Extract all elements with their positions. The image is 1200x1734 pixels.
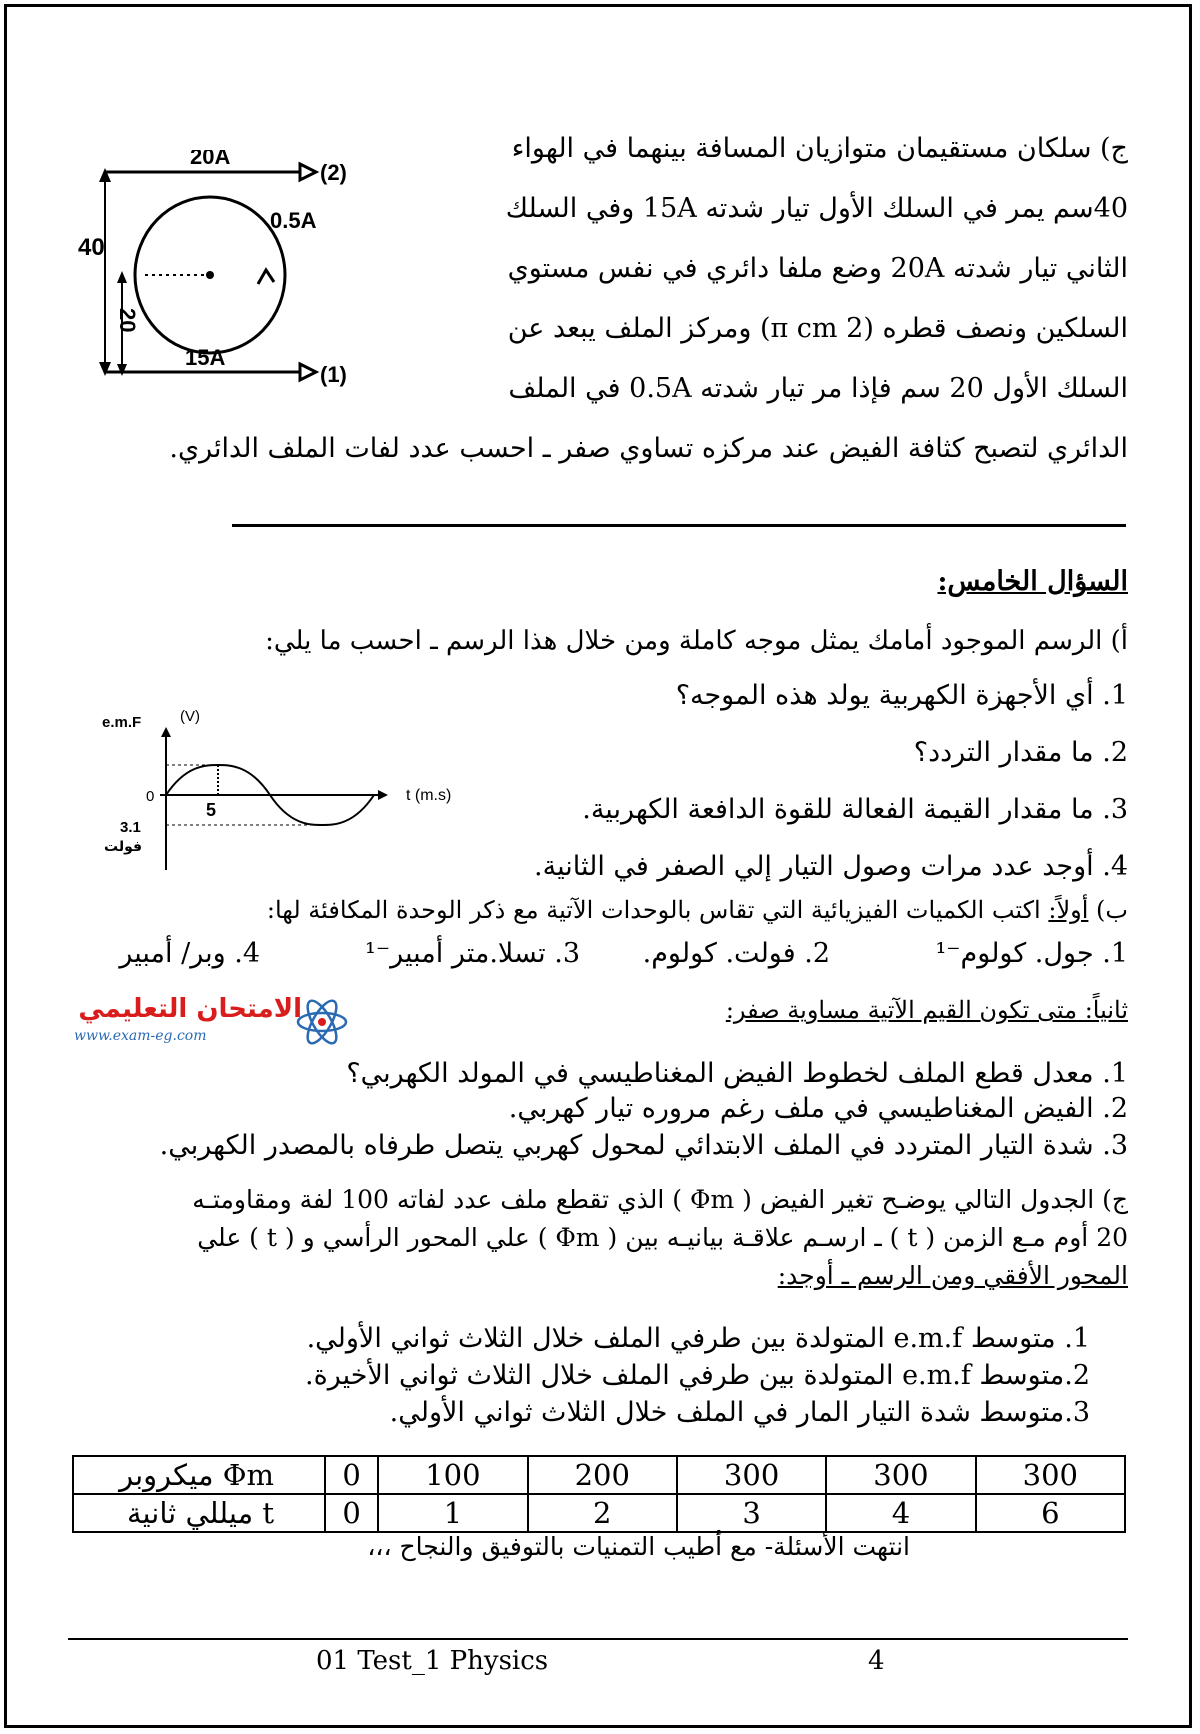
wave-y-unit: (V) [180,708,200,725]
table-cell: 200 [528,1456,677,1494]
table-row-label: t ميللي ثانية [73,1494,325,1532]
wire1-label: (1) [320,362,347,387]
logo-url: www.exam-eg.com [74,1028,207,1044]
q5-part-c-line-2: 20 أوم مـع الزمن ( t ) ـ ارسـم علاقـة بيانيـه بين ( Φm ) علي المحور الرأسي و ( t ) علي [197,1223,1128,1252]
q5-second-item-3: 3. شدة التيار المتردد في الملف الابتدائي لمحول كهربي يتصل طرفاه بالمصدر الكهربي. [159,1130,1128,1161]
table-cell: 3 [677,1494,826,1532]
wave-amp-unit: فولت [104,839,143,855]
flux-time-table [72,1455,1126,1533]
q5-part-c-item-3: 3.متوسط شدة التيار المار في الملف خلال الثلاث ثواني الأولي. [389,1397,1090,1428]
coil-line-3: الثاني تيار شدته 20A وضع ملفا دائري في نفس مستوي [507,253,1128,284]
footer-divider [68,1638,1128,1640]
dist-total-label: 40 [78,234,105,261]
wave-origin: 0 [146,788,155,805]
table-cell: 300 [826,1456,975,1494]
section-divider [232,524,1126,527]
wire1-current: 15A [185,345,226,370]
q5-part-b-second: ثانياً: متى تكون القيم الآتية مساوية صفر: [725,996,1128,1024]
table-cell: 300 [677,1456,826,1494]
coil-line-1: ج) سلكان مستقيمان متوازيان المسافة بينهما في الهواء [511,133,1128,164]
q5-title: السؤال الخامس: [937,566,1128,597]
q5-second-item-1: 1. معدل قطع الملف لخطوط الفيض المغناطيسي في المولد الكهربي؟ [346,1058,1128,1089]
coil-line-4: السلكين ونصف قطره (2 π cm) ومركز الملف يبعد عن [507,313,1128,344]
q5-part-b-label: ب) [1096,896,1128,924]
q5-part-a-item-1: 1. أي الأجهزة الكهربية يولد هذه الموجه؟ [675,680,1128,711]
table-cell: 6 [976,1494,1125,1532]
q5-part-c-line-3: المحور الأفقي ومن الرسم ـ أوجد: [777,1261,1128,1290]
coil-line-6: الدائري لتصبح كثافة الفيض عند مركزه تساوي صفر ـ احسب عدد لفات الملف الدائري. [169,433,1128,464]
q5-part-b-text: اكتب الكميات الفيزيائية التي تقاس بالوحدات الآتية مع ذكر الوحدة المكافئة لها: [266,896,1041,924]
q5-unit-1: 1. جول. كولوم⁻¹ [935,938,1128,969]
q5-part-a-intro: أ) الرسم الموجود أمامك يمثل موجه كاملة ومن خلال هذا الرسم ـ احسب ما يلي: [265,626,1128,656]
footer-title: 01 Test_1 Physics [316,1646,549,1676]
coil-current: 0.5A [270,208,317,233]
table-row [73,1456,1125,1494]
q5-part-c-item-2: 2.متوسط e.m.f المتولدة بين طرفي الملف خلال الثلاث ثواني الأخيرة. [305,1360,1090,1391]
dist-half-label: 20 [115,308,140,333]
site-logo [60,994,350,1052]
emf-wave-graph [90,705,490,880]
table-cell: 0 [325,1494,378,1532]
q5-part-a-item-2: 2. ما مقدار التردد؟ [913,737,1128,768]
table-cell: 4 [826,1494,975,1532]
table-cell: 100 [378,1456,527,1494]
wave-x-label: t (m.s) [406,787,452,804]
q5-unit-3: 3. تسلا.متر أمبير⁻¹ [365,938,580,969]
q5-part-a-item-3: 3. ما مقدار القيمة الفعالة للقوة الدافعة الكهربية. [582,794,1128,825]
coil-line-5: السلك الأول 20 سم فإذا مر تيار شدته 0.5A في الملف [508,373,1128,404]
wave-amp: 3.1 [120,819,141,836]
q5-unit-4: 4. وبر/ أمبير [119,938,260,969]
coil-wires-diagram [70,150,370,400]
q5-part-c-item-1: 1. متوسط e.m.f المتولدة بين طرفي الملف خلال الثلاث ثواني الأولي. [306,1323,1090,1354]
table-cell: 300 [976,1456,1125,1494]
q5-part-c-line-1: ج) الجدول التالي يوضـح تغير الفيض ( Φm ) الذي تقطع ملف عدد لفاته 100 لفة ومقاومتـه [192,1185,1128,1214]
q5-part-b-first: أولاً: [1048,896,1089,924]
table-row [73,1494,1125,1532]
table-row-label: Φm ميكروبر [73,1456,325,1494]
table-cell: 2 [528,1494,677,1532]
logo-name: الامتحان التعليمي [78,994,302,1024]
coil-line-2: 40سم يمر في السلك الأول تيار شدته 15A وفي السلك [505,193,1128,224]
table-cell: 0 [325,1456,378,1494]
q5-second-item-2: 2. الفيض المغناطيسي في ملف رغم مروره تيار كهربي. [508,1093,1128,1124]
wave-y-axis-label: e.m.F [102,714,142,731]
q5-unit-2: 2. فولت. كولوم. [642,938,830,969]
q5-part-b-line [267,896,1128,924]
wave-tick: 5 [206,800,217,820]
table-cell: 1 [378,1494,527,1532]
closing-note: انتهت الأسئلة- مع أطيب التمنيات بالتوفيق والنجاح ،،، [367,1532,910,1561]
wire2-label: (2) [320,160,347,185]
page-number: 4 [868,1646,885,1676]
wire2-current: 20A [190,150,231,169]
q5-part-a-item-4: 4. أوجد عدد مرات وصول التيار إلي الصفر في الثانية. [534,851,1128,882]
